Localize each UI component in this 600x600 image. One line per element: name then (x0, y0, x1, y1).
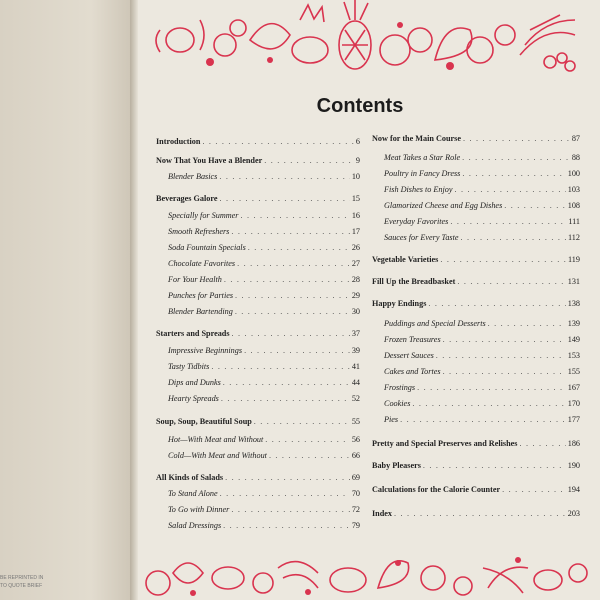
toc-subsection-entry (156, 259, 360, 271)
entry-title: Soda Fountain Specials (168, 243, 246, 252)
page-number: 138 (567, 299, 580, 308)
entry-title: Now for the Main Course (372, 134, 461, 143)
entry-title: Index (372, 509, 393, 518)
toc-subsection-entry (156, 451, 360, 463)
entry-title: All Kinds of Salads (156, 473, 224, 482)
toc-subsection-entry (372, 383, 580, 395)
entry-title: Beverages Galore (156, 194, 218, 203)
dot-leader (223, 521, 350, 530)
page-number: 190 (567, 461, 580, 470)
toc-subsection-entry (156, 172, 360, 184)
entry-title: Baby Pleasers (372, 461, 421, 470)
page-number: 186 (567, 439, 580, 448)
page-number: 139 (567, 319, 580, 328)
toc-section-entry (156, 156, 360, 168)
entry-title: Soup, Soup, Beautiful Soup (156, 417, 252, 426)
dot-leader (232, 329, 350, 338)
entry-title: Introduction (156, 137, 201, 146)
page-number: 6 (355, 137, 360, 146)
toc-subsection-entry (156, 489, 360, 501)
dot-leader (219, 194, 349, 203)
entry-title: Hot—With Meat and Without (168, 435, 264, 444)
page-number: 69 (351, 473, 360, 482)
dot-leader (254, 417, 350, 426)
entry-title: Now That You Have a Blender (156, 156, 263, 165)
toc-section-entry (372, 255, 580, 267)
entry-title: Punches for Parties (168, 291, 234, 300)
page-number: 112 (568, 233, 580, 242)
toc-section-entry (156, 329, 360, 341)
entry-title: To Stand Alone (168, 489, 218, 498)
dot-leader (462, 169, 565, 178)
page-number: 17 (351, 227, 360, 236)
toc-section-entry (156, 473, 360, 485)
page-number: 41 (351, 362, 360, 371)
dot-leader (461, 233, 567, 242)
toc-subsection-entry (372, 319, 580, 331)
entry-title: Meat Takes a Star Role (384, 153, 461, 162)
dot-leader (248, 243, 350, 252)
toc-subsection-entry (156, 394, 360, 406)
toc-subsection-entry (156, 435, 360, 447)
page-number: 55 (351, 417, 360, 426)
dot-leader (428, 299, 565, 308)
page-number: 52 (351, 394, 360, 403)
toc-section-entry (156, 194, 360, 206)
dot-leader (417, 383, 566, 392)
toc-subsection-entry (156, 346, 360, 358)
entry-title: For Your Health (168, 275, 222, 284)
entry-title: Hearty Spreads (168, 394, 219, 403)
dot-leader (264, 156, 354, 165)
entry-title: Everyday Favorites (384, 217, 449, 226)
dot-leader (237, 259, 350, 268)
page-number: 177 (567, 415, 580, 424)
dot-leader (443, 367, 566, 376)
page-number: 10 (351, 172, 360, 181)
page-number: 79 (351, 521, 360, 530)
dot-leader (241, 211, 350, 220)
fine-print-line: TO QUOTE BRIEF (0, 583, 43, 589)
dot-leader (265, 435, 350, 444)
page-number: 103 (567, 185, 580, 194)
entry-title: Vegetable Varieties (372, 255, 439, 264)
entry-title: Chocolate Favorites (168, 259, 236, 268)
toc-subsection-entry (372, 335, 580, 347)
toc-subsection-entry (372, 169, 580, 181)
book-gutter (130, 0, 138, 600)
dot-leader (443, 335, 566, 344)
page-number: 149 (567, 335, 580, 344)
page-number: 153 (567, 351, 580, 360)
page-number: 30 (351, 307, 360, 316)
dot-leader (457, 277, 565, 286)
dot-leader (223, 378, 350, 387)
entry-title: Fill Up the Breadbasket (372, 277, 456, 286)
entry-title: Specially for Summer (168, 211, 239, 220)
toc-subsection-entry (372, 399, 580, 411)
dot-leader (231, 505, 349, 514)
dot-leader (244, 346, 350, 355)
dot-leader (394, 509, 566, 518)
dot-leader (235, 307, 350, 316)
page-number: 131 (567, 277, 580, 286)
toc-subsection-entry (372, 185, 580, 197)
page-number: 100 (567, 169, 580, 178)
page-number: 203 (567, 509, 580, 518)
page-number: 56 (351, 435, 360, 444)
copyright-fragment (0, 574, 43, 590)
dot-leader (440, 255, 566, 264)
page-number: 37 (351, 329, 360, 338)
toc-subsection-entry (156, 211, 360, 223)
dot-leader (454, 185, 565, 194)
entry-title: Dips and Dunks (168, 378, 221, 387)
toc-subsection-entry (156, 291, 360, 303)
dot-leader (436, 351, 566, 360)
entry-title: Sauces for Every Taste (384, 233, 459, 242)
left-page (0, 0, 130, 600)
toc-subsection-entry (372, 351, 580, 363)
entry-title: Calculations for the Calorie Counter (372, 485, 501, 494)
entry-title: Cold—With Meat and Without (168, 451, 267, 460)
toc-section-entry (372, 461, 580, 473)
page-number: 39 (351, 346, 360, 355)
page-number: 44 (351, 378, 360, 387)
entry-title: To Go with Dinner (168, 505, 230, 514)
toc-subsection-entry (372, 153, 580, 165)
page-number: 72 (351, 505, 360, 514)
toc-subsection-entry (156, 378, 360, 390)
fruit-vegetable-illustration-bottom (138, 548, 600, 600)
toc-subsection-entry (156, 307, 360, 319)
entry-title: Frostings (384, 383, 416, 392)
dot-leader (224, 275, 350, 284)
toc-subsection-entry (156, 227, 360, 239)
dot-leader (463, 134, 570, 143)
toc-subsection-entry (372, 201, 580, 213)
dot-leader (519, 439, 565, 448)
toc-subsection-entry (372, 415, 580, 427)
toc-subsection-entry (372, 233, 580, 245)
entry-title: Puddings and Special Desserts (384, 319, 486, 328)
page-number: 29 (351, 291, 360, 300)
dot-leader (202, 137, 353, 146)
page-number: 9 (355, 156, 360, 165)
entry-title: Smooth Refreshers (168, 227, 230, 236)
dot-leader (423, 461, 566, 470)
page-number: 170 (567, 399, 580, 408)
page-number: 108 (567, 201, 580, 210)
page-number: 70 (351, 489, 360, 498)
toc-subsection-entry (156, 362, 360, 374)
page-number: 66 (351, 451, 360, 460)
dot-leader (462, 153, 570, 162)
entry-title: Salad Dressings (168, 521, 222, 530)
entry-title: Frozen Treasures (384, 335, 441, 344)
page-number: 119 (568, 255, 580, 264)
page-number: 15 (351, 194, 360, 203)
dot-leader (412, 399, 565, 408)
fruit-vegetable-illustration-top (150, 0, 590, 82)
entry-title: Poultry in Fancy Dress (384, 169, 461, 178)
page-number: 155 (567, 367, 580, 376)
dot-leader (231, 227, 349, 236)
toc-section-entry (372, 299, 580, 311)
toc-section-entry (372, 134, 580, 146)
entry-title: Pretty and Special Preserves and Relishes (372, 439, 518, 448)
toc-section-entry (372, 509, 580, 521)
entry-title: Pies (384, 415, 399, 424)
dot-leader (235, 291, 350, 300)
toc-subsection-entry (156, 521, 360, 533)
entry-title: Glamorized Cheese and Egg Dishes (384, 201, 503, 210)
page-number: 26 (351, 243, 360, 252)
toc-section-entry (372, 277, 580, 289)
entry-title: Cakes and Tortes (384, 367, 441, 376)
toc-section-entry (156, 417, 360, 429)
dot-leader (269, 451, 350, 460)
entry-title: Dessert Sauces (384, 351, 434, 360)
toc-subsection-entry (372, 367, 580, 379)
dot-leader (211, 362, 349, 371)
dot-leader (220, 489, 350, 498)
entry-title: Tasty Tidbits (168, 362, 210, 371)
toc-subsection-entry (156, 505, 360, 517)
dot-leader (221, 394, 350, 403)
page-number: 16 (351, 211, 360, 220)
page-number: 87 (571, 134, 580, 143)
entry-title: Blender Bartending (168, 307, 233, 316)
toc-section-entry (372, 439, 580, 451)
entry-title: Impressive Beginnings (168, 346, 243, 355)
dot-leader (504, 201, 565, 210)
toc-section-entry (372, 485, 580, 497)
page-number: 27 (351, 259, 360, 268)
entry-title: Cookies (384, 399, 411, 408)
entry-title: Happy Endings (372, 299, 427, 308)
entry-title: Fish Dishes to Enjoy (384, 185, 453, 194)
dot-leader (219, 172, 349, 181)
dot-leader (502, 485, 566, 494)
dot-leader (488, 319, 566, 328)
page-number: 88 (571, 153, 580, 162)
entry-title: Starters and Spreads (156, 329, 230, 338)
page-number: 28 (351, 275, 360, 284)
entry-title: Blender Basics (168, 172, 218, 181)
dot-leader (400, 415, 566, 424)
page-number: 167 (567, 383, 580, 392)
fine-print-line: BE REPRINTED IN (0, 575, 44, 581)
toc-section-entry (156, 137, 360, 149)
toc-subsection-entry (156, 243, 360, 255)
page-number: 194 (567, 485, 580, 494)
dot-leader (450, 217, 566, 226)
page-title: Contents (316, 95, 404, 117)
toc-subsection-entry (372, 217, 580, 229)
page-number: 111 (568, 217, 580, 226)
toc-subsection-entry (156, 275, 360, 287)
dot-leader (225, 473, 350, 482)
